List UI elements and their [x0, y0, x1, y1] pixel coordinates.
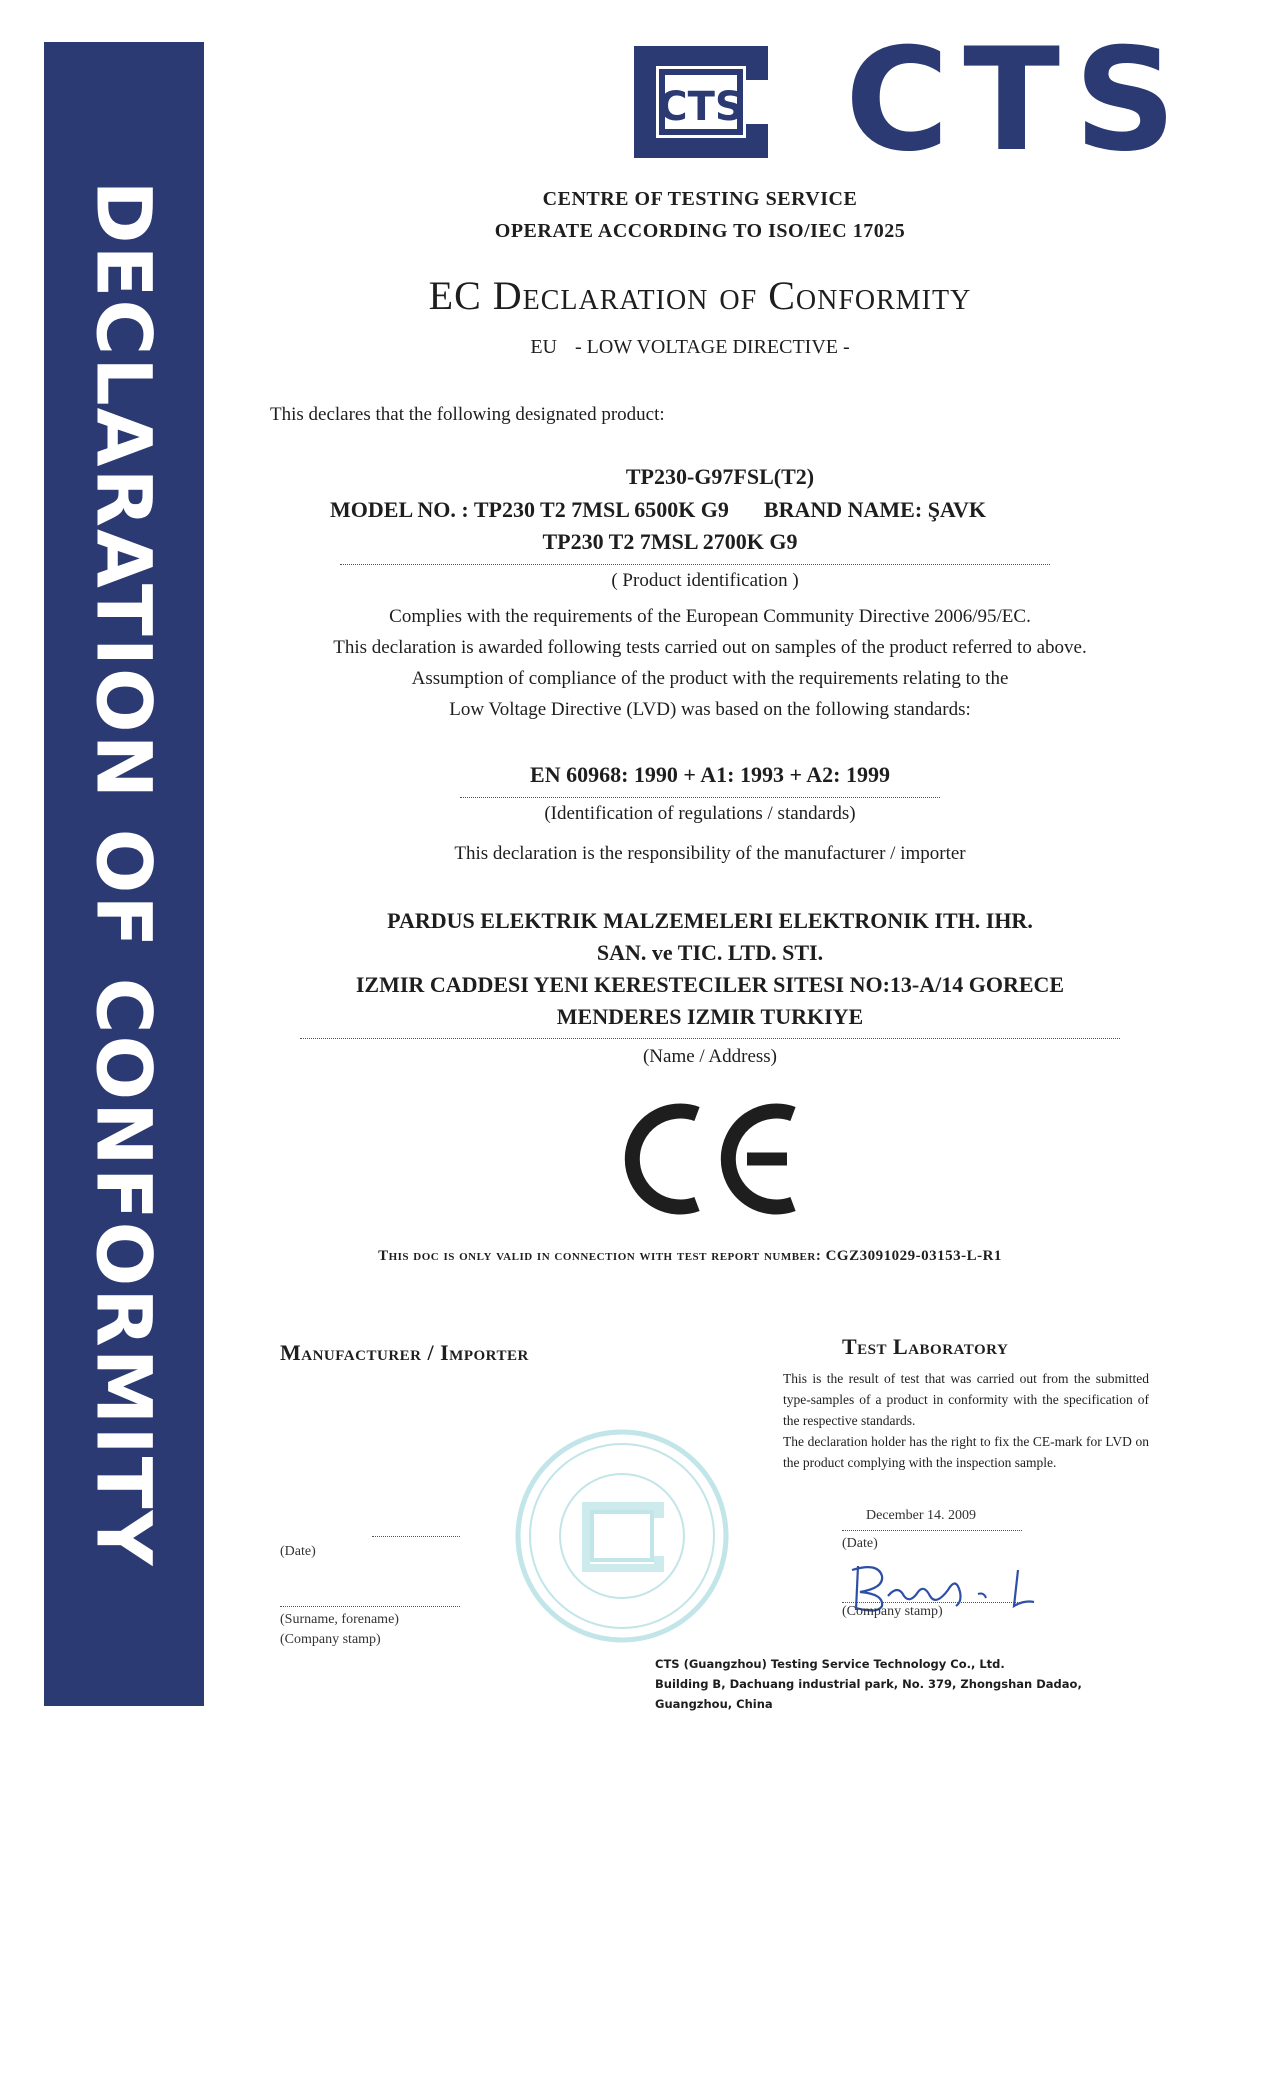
lab-date-value: December 14. 2009 [866, 1508, 977, 1523]
model-label: MODEL NO. : [330, 497, 469, 522]
product-intro: This declares that the following designated product: [270, 404, 665, 425]
standards-value: EN 60968: 1990 + A1: 1993 + A2: 1999 [530, 762, 890, 787]
manufacturer-stamp-label: (Company stamp) [280, 1632, 381, 1647]
manufacturer-line-4: MENDERES IZMIR TURKIYE [556, 1004, 864, 1029]
lab-address [655, 1654, 1215, 1714]
header-line-1: CENTRE OF TESTING SERVICE [542, 188, 858, 210]
document-title: EC Declaration of Conformity [428, 273, 972, 318]
directive-name: - LOW VOLTAGE DIRECTIVE - [575, 336, 850, 358]
test-lab-note [783, 1368, 1149, 1473]
manufacturer-heading: Manufacturer / Importer [280, 1340, 529, 1365]
divider [460, 797, 940, 798]
manufacturer-line-3: IZMIR CADDESI YENI KERESTECILER SITESI NO:13-A/14 GORECE [355, 972, 1065, 997]
divider [300, 1038, 1120, 1039]
brand-label: BRAND NAME: [763, 497, 923, 522]
compliance-line-4: Low Voltage Directive (LVD) was based on the following standards: [449, 699, 971, 720]
cts-logo-icon [628, 40, 774, 164]
manufacturer-line-2: SAN. ve TIC. LTD. STI. [596, 940, 824, 965]
model-line-2: TP230 T2 7MSL 2700K G9 [542, 529, 798, 554]
manufacturer-caption: (Name / Address) [642, 1046, 778, 1067]
model-row [330, 497, 1130, 523]
responsibility-line: This declaration is the responsibility of the manufacturer / importer [454, 843, 966, 864]
divider [340, 564, 1050, 565]
lab-address-line-2: Building B, Dachuang industrial park, No. 379, Zhongshan Dadao, [655, 1677, 1082, 1691]
date-line [842, 1530, 1022, 1531]
sidebar-banner [44, 42, 204, 1706]
name-line [280, 1606, 460, 1607]
compliance-line-2: This declaration is awarded following tests carried out on samples of the product referred to above. [333, 637, 1087, 658]
compliance-line-3: Assumption of compliance of the product with the requirements relating to the [411, 668, 1009, 689]
header-line-2: OPERATE ACCORDING TO ISO/IEC 17025 [494, 220, 906, 242]
cts-wordmark: CTS [845, 18, 1191, 183]
logo-letters: CTS [658, 84, 744, 130]
stamp-line [842, 1602, 1022, 1603]
ce-mark-icon [615, 1098, 800, 1220]
standards-caption: (Identification of regulations / standards) [544, 803, 856, 824]
product-line-1: TP230-G97FSL(T2) [625, 464, 815, 489]
lab-address-line-1: CTS (Guangzhou) Testing Service Technology Co., Ltd. [655, 1657, 1005, 1671]
validity-statement: This doc is only valid in connection with test report number: CGZ3091029-03153-L-R1 [378, 1248, 1002, 1264]
test-lab-note-2: The declaration holder has the right to fix the CE-mark for LVD on the product complying with the inspection sample. [783, 1434, 1149, 1470]
sidebar-title: DECLARATION OF CONFORMITY [79, 180, 169, 1568]
lab-date-label: (Date) [842, 1536, 878, 1551]
brand-value: ŞAVK [927, 497, 986, 522]
directive-line [400, 336, 980, 359]
lab-stamp-label: (Company stamp) [842, 1604, 943, 1619]
manufacturer-date-label: (Date) [280, 1544, 316, 1559]
directive-prefix: EU [530, 336, 557, 358]
name-label: (Surname, forename) [280, 1612, 399, 1627]
test-lab-heading: Test Laboratory [842, 1334, 1009, 1359]
compliance-line-1: Complies with the requirements of the European Community Directive 2006/95/EC. [389, 606, 1031, 627]
model-line-1: TP230 T2 7MSL 6500K G9 [473, 497, 729, 522]
test-lab-note-1: This is the result of test that was carried out from the submitted type-samples of a product in conformity with the specification of the respective standards. [783, 1371, 1149, 1428]
lab-address-line-3: Guangzhou, China [655, 1697, 773, 1711]
manufacturer-line-1: PARDUS ELEKTRIK MALZEMELERI ELEKTRONIK ITH. IHR. [387, 908, 1033, 933]
product-caption: ( Product identification ) [611, 570, 799, 591]
lab-stamp-icon [508, 1422, 736, 1650]
date-line [372, 1536, 460, 1537]
